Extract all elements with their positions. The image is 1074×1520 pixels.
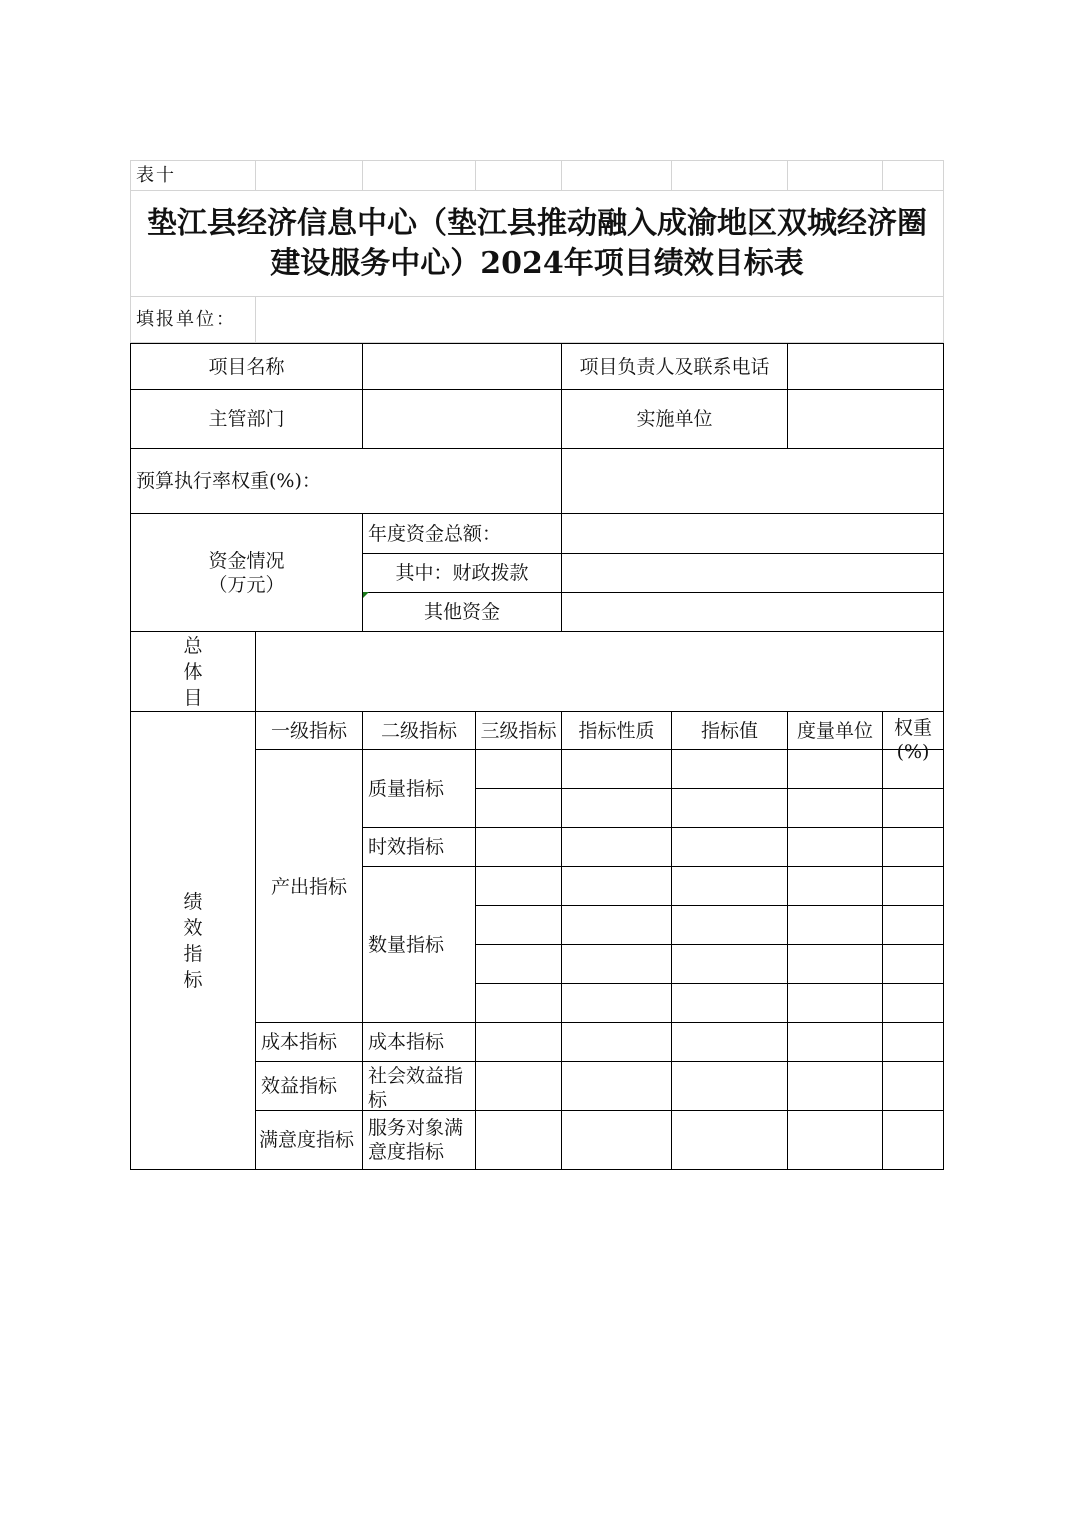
level2-cost: 成本指标 — [363, 1023, 476, 1062]
level1-output: 产出指标 — [256, 750, 363, 1023]
cell-timeliness-unit[interactable] — [788, 828, 883, 867]
page-title-line-2: 建设服务中心）2024年项目绩效目标表 — [270, 245, 804, 281]
funds-fiscal-label: 其中：财政拨款 — [363, 554, 562, 593]
header-weight-text: 权重(%) — [894, 717, 933, 763]
indicators-section-label — [131, 712, 256, 1170]
cell-quantity-4-nature[interactable] — [562, 984, 672, 1023]
cell-quantity-4-unit[interactable] — [788, 984, 883, 1023]
cell-quality-2-value[interactable] — [672, 789, 788, 828]
cell-quality-2-level3[interactable] — [476, 789, 562, 828]
cell-timeliness-value[interactable] — [672, 828, 788, 867]
cell-quantity-1-weight[interactable] — [883, 867, 944, 906]
overall-goal-label-text: 总体目 — [183, 634, 203, 709]
cell-quantity-3-level3[interactable] — [476, 945, 562, 984]
project-name-value[interactable] — [363, 344, 562, 390]
cell-quantity-4-weight[interactable] — [883, 984, 944, 1023]
table-number: 表十 — [131, 161, 256, 191]
dept-value[interactable] — [363, 390, 562, 449]
level2-quality: 质量指标 — [363, 750, 476, 828]
header-weight — [883, 712, 944, 763]
funds-other-value[interactable] — [562, 593, 944, 632]
cell-quantity-3-weight[interactable] — [883, 945, 944, 984]
cell-quantity-3-value[interactable] — [672, 945, 788, 984]
dept-label: 主管部门 — [131, 390, 363, 449]
cell-satisfaction-weight[interactable] — [883, 1111, 944, 1170]
budget-rate-value[interactable] — [562, 449, 944, 514]
cell-quantity-1-value[interactable] — [672, 867, 788, 906]
reporting-unit-label: 填报单位： — [131, 297, 256, 343]
page-title-line-1: 垫江县经济信息中心（垫江县推动融入成渝地区双城经济圈 — [147, 205, 927, 241]
header-level3: 三级指标 — [476, 712, 562, 750]
cell-timeliness-level3[interactable] — [476, 828, 562, 867]
level1-benefit: 效益指标 — [256, 1062, 363, 1111]
cell-timeliness-weight[interactable] — [883, 828, 944, 867]
level2-social-benefit — [363, 1062, 476, 1111]
funds-other-label: 其他资金 — [363, 593, 562, 632]
impl-unit-label: 实施单位 — [562, 390, 788, 449]
sheet-header-table — [130, 160, 944, 343]
impl-unit-value[interactable] — [788, 390, 944, 449]
cell-quantity-2-unit[interactable] — [788, 906, 883, 945]
cell-cost-weight[interactable] — [883, 1023, 944, 1062]
header-nature: 指标性质 — [562, 712, 672, 750]
funds-label-line-1: 资金情况 — [208, 549, 285, 572]
project-info-table — [130, 343, 944, 1170]
cell-quantity-1-level3[interactable] — [476, 867, 562, 906]
level2-service-satisfaction: 服务对象满意度指标 — [363, 1111, 476, 1170]
project-lead-value[interactable] — [788, 344, 944, 390]
cell-cost-nature[interactable] — [562, 1023, 672, 1062]
cell-quantity-2-value[interactable] — [672, 906, 788, 945]
header-level1: 一级指标 — [256, 712, 363, 750]
cell-quantity-4-value[interactable] — [672, 984, 788, 1023]
cell-quality-2-weight[interactable] — [883, 789, 944, 828]
header-level2: 二级指标 — [363, 712, 476, 750]
level1-satisfaction: 满意度指标 — [256, 1111, 363, 1170]
cell-quality-1-nature[interactable] — [562, 750, 672, 789]
reporting-unit-value[interactable] — [256, 297, 944, 343]
cell-timeliness-nature[interactable] — [562, 828, 672, 867]
project-lead-label: 项目负责人及联系电话 — [562, 344, 788, 390]
cell-benefit-level3[interactable] — [476, 1062, 562, 1111]
cell-benefit-value[interactable] — [672, 1062, 788, 1111]
overall-goal-label — [131, 632, 256, 712]
cell-benefit-weight[interactable] — [883, 1062, 944, 1111]
cell-cost-level3[interactable] — [476, 1023, 562, 1062]
cell-quantity-3-unit[interactable] — [788, 945, 883, 984]
project-name-label: 项目名称 — [131, 344, 363, 390]
cell-benefit-unit[interactable] — [788, 1062, 883, 1111]
funds-total-value[interactable] — [562, 514, 944, 554]
cell-quantity-2-weight[interactable] — [883, 906, 944, 945]
performance-target-sheet — [130, 160, 943, 1170]
level2-timeliness: 时效指标 — [363, 828, 476, 867]
cell-quantity-1-nature[interactable] — [562, 867, 672, 906]
cell-quantity-3-nature[interactable] — [562, 945, 672, 984]
indicators-section-text: 绩效指标 — [183, 890, 203, 991]
cell-quality-1-unit[interactable] — [788, 750, 883, 789]
cell-quantity-2-nature[interactable] — [562, 906, 672, 945]
cell-satisfaction-nature[interactable] — [562, 1111, 672, 1170]
funds-label-line-2: （万元） — [208, 573, 285, 596]
cell-cost-unit[interactable] — [788, 1023, 883, 1062]
funds-total-label: 年度资金总额： — [363, 514, 562, 554]
header-unit: 度量单位 — [788, 712, 883, 750]
header-value: 指标值 — [672, 712, 788, 750]
cell-quality-2-nature[interactable] — [562, 789, 672, 828]
level1-cost: 成本指标 — [256, 1023, 363, 1062]
cell-satisfaction-level3[interactable] — [476, 1111, 562, 1170]
level2-social-benefit-text: 社会效益指标 — [368, 1065, 464, 1111]
cell-quality-1-level3[interactable] — [476, 750, 562, 789]
cell-quantity-2-level3[interactable] — [476, 906, 562, 945]
funds-label — [131, 514, 363, 632]
cell-quantity-4-level3[interactable] — [476, 984, 562, 1023]
cell-quantity-1-unit[interactable] — [788, 867, 883, 906]
cell-benefit-nature[interactable] — [562, 1062, 672, 1111]
funds-fiscal-value[interactable] — [562, 554, 944, 593]
cell-satisfaction-unit[interactable] — [788, 1111, 883, 1170]
overall-goal-value[interactable] — [256, 632, 944, 712]
cell-quality-1-value[interactable] — [672, 750, 788, 789]
cell-cost-value[interactable] — [672, 1023, 788, 1062]
level2-quantity: 数量指标 — [363, 867, 476, 1023]
cell-quality-2-unit[interactable] — [788, 789, 883, 828]
cell-satisfaction-value[interactable] — [672, 1111, 788, 1170]
page-title — [131, 191, 944, 297]
budget-rate-label: 预算执行率权重(%)： — [131, 449, 562, 514]
